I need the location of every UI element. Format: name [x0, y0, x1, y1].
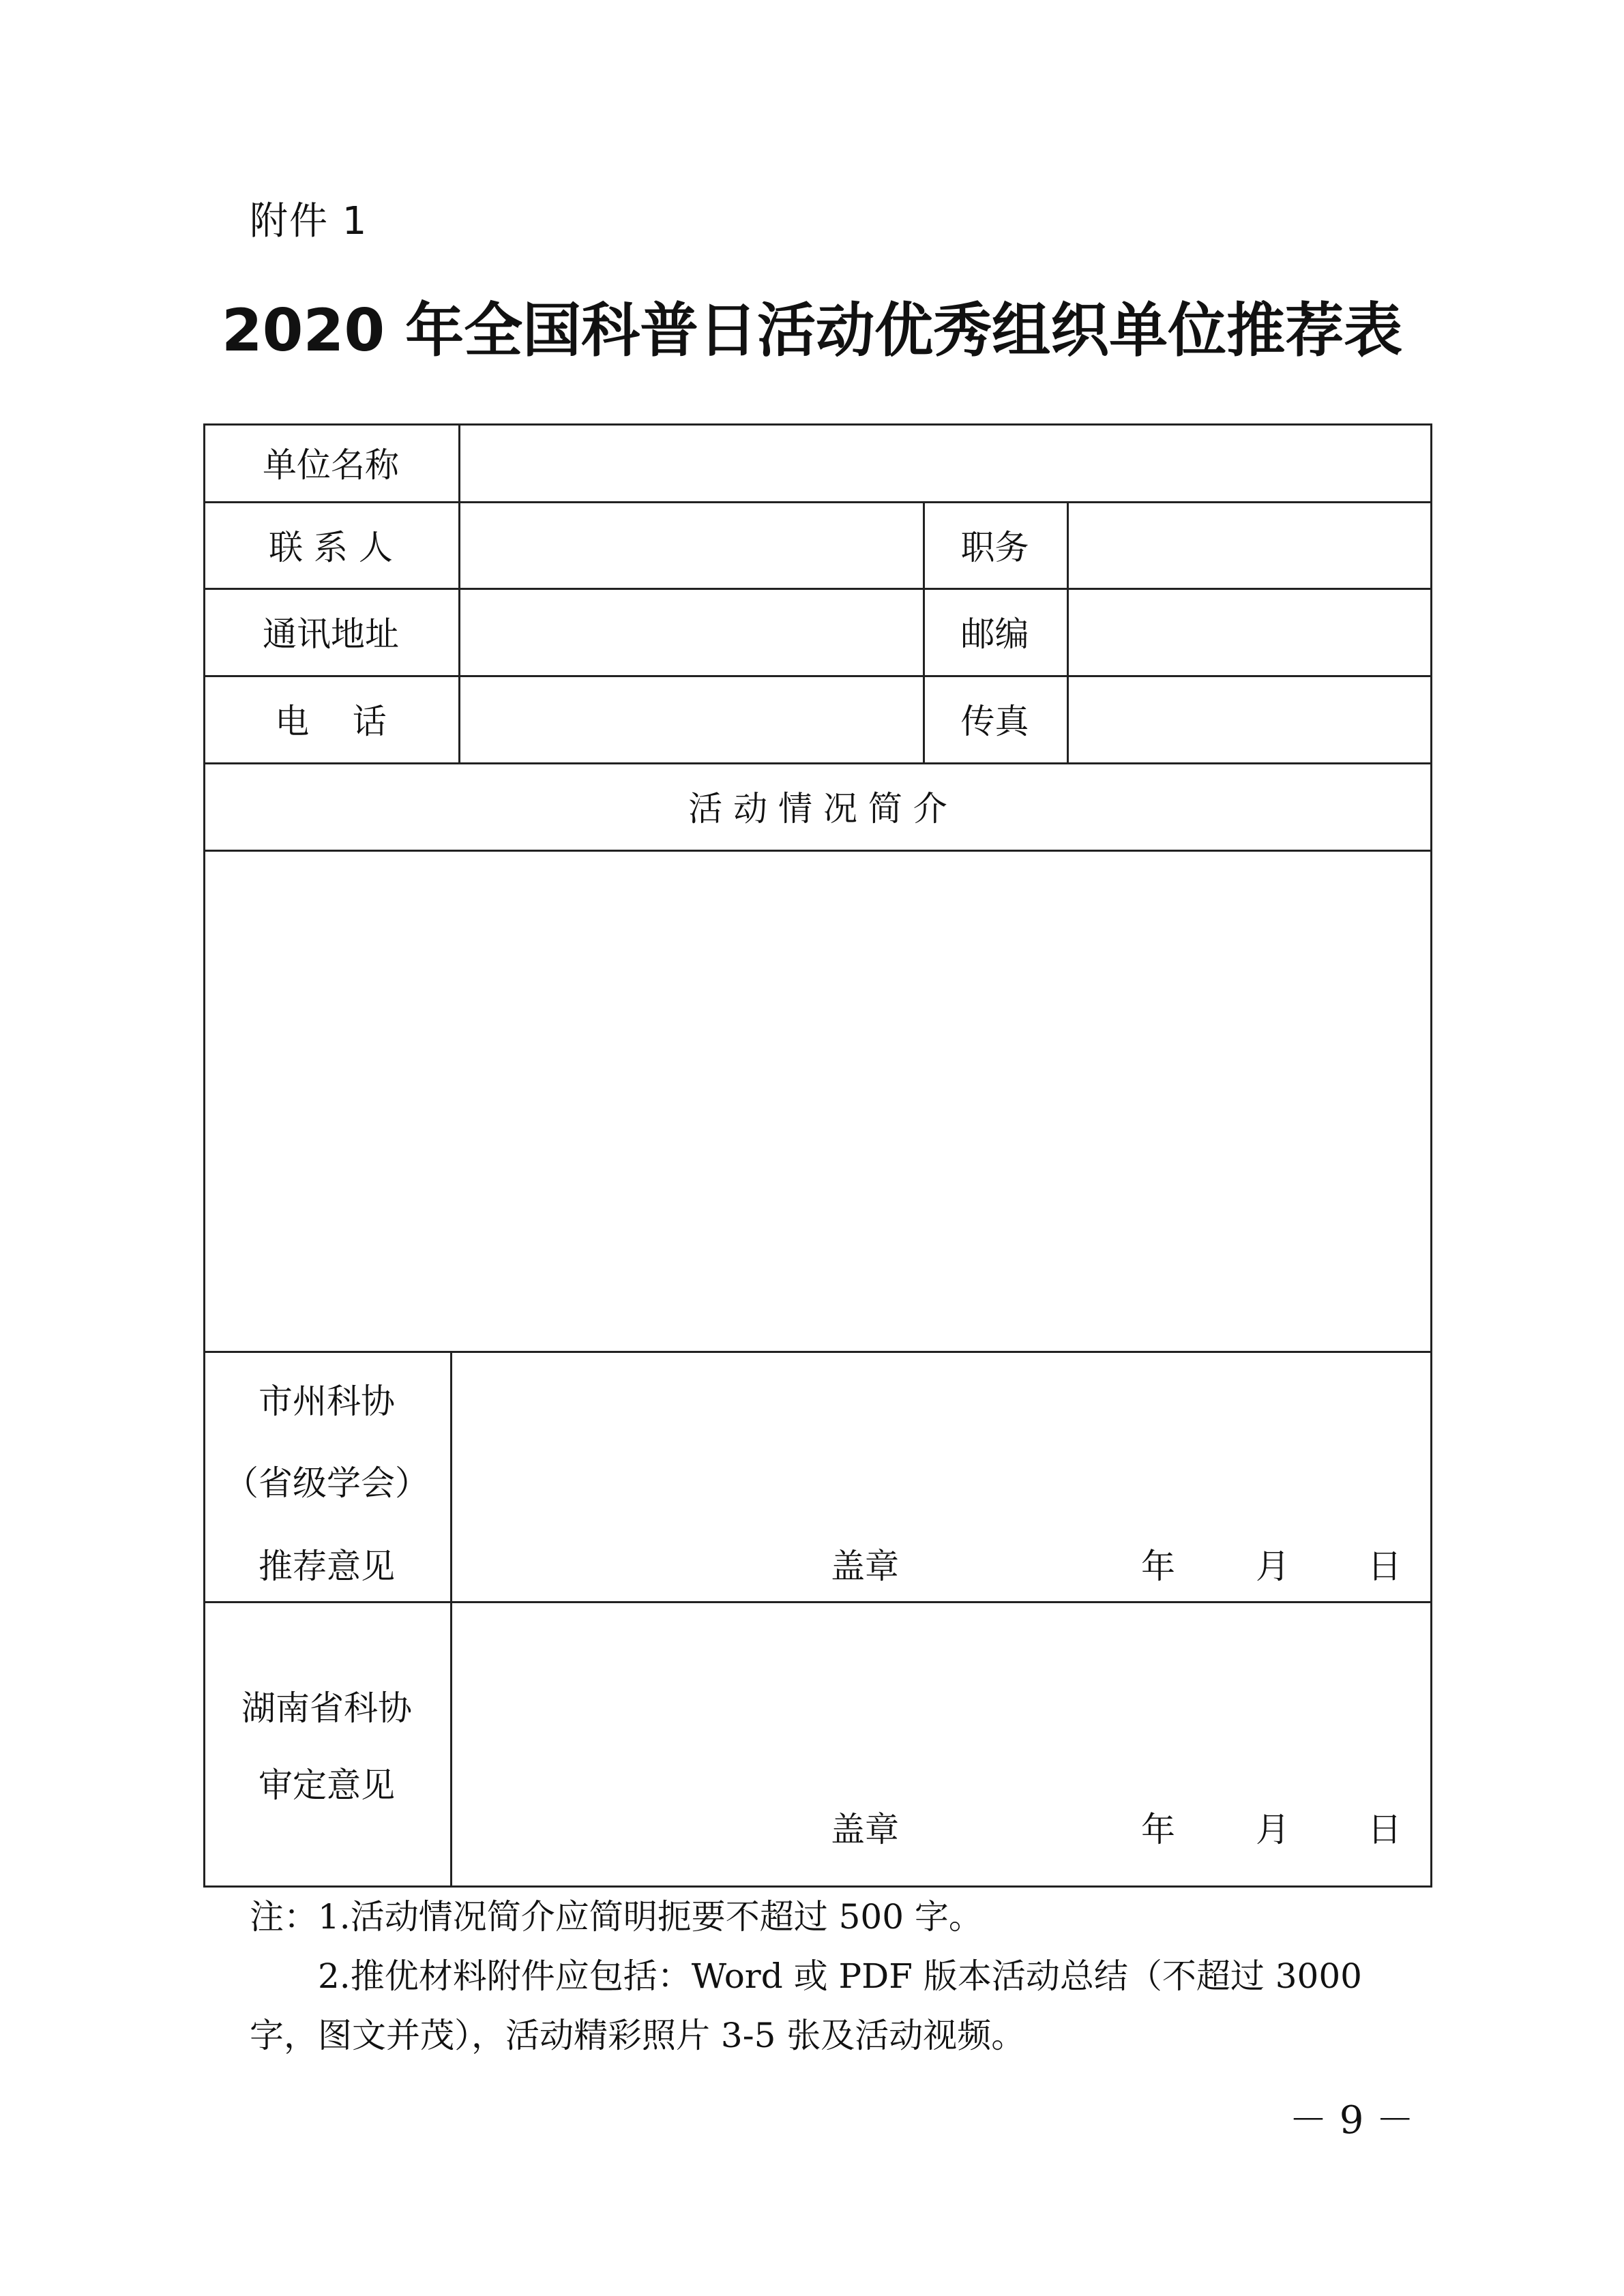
province-review-label-line1: 湖南省科协	[241, 1688, 412, 1728]
contact-person-label: 联 系 人	[269, 527, 393, 567]
note-line-3: 字，图文并茂），活动精彩照片 3-5 张及活动视频。	[250, 2016, 1026, 2055]
page-number: － 9 －	[1289, 2098, 1415, 2143]
province-month-label: 月	[1256, 1810, 1290, 1849]
province-year-label: 年	[1141, 1810, 1175, 1849]
postcode-label: 邮编	[960, 614, 1029, 654]
activity-summary-header: 活 动 情 况 简 介	[688, 789, 947, 829]
note-line-1: 注：1.活动情况简介应简明扼要不超过 500 字。	[250, 1897, 983, 1937]
province-seal-label: 盖章	[831, 1810, 899, 1849]
recommendation-form	[203, 423, 1432, 1888]
contact-person-field[interactable]	[460, 503, 921, 586]
form-border-right	[1430, 423, 1432, 1888]
province-review-label-line2: 审定意见	[259, 1765, 395, 1805]
unit-name-label: 单位名称	[263, 445, 399, 485]
city-review-label-line2: （省级学会）	[224, 1463, 429, 1503]
province-review-field[interactable]	[452, 1603, 1429, 1794]
attachment-label: 附件 1	[250, 199, 368, 243]
city-month-label: 月	[1256, 1547, 1290, 1586]
city-seal-label: 盖章	[831, 1547, 899, 1586]
city-review-field[interactable]	[452, 1353, 1429, 1530]
unit-name-field[interactable]	[460, 426, 1429, 501]
city-review-label-line1: 市州科协	[259, 1382, 395, 1421]
phone-field[interactable]	[460, 677, 921, 761]
phone-label: 电 话	[275, 702, 387, 741]
activity-summary-field[interactable]	[205, 852, 1430, 1350]
city-review-label-line3: 推荐意见	[259, 1547, 395, 1586]
fax-label: 传真	[960, 702, 1029, 741]
fax-field[interactable]	[1069, 677, 1429, 761]
postcode-field[interactable]	[1069, 590, 1429, 674]
position-field[interactable]	[1069, 503, 1429, 586]
address-field[interactable]	[460, 590, 921, 674]
position-label: 职务	[960, 527, 1029, 567]
document-title: 2020 年全国科普日活动优秀组织单位推荐表	[221, 297, 1403, 365]
province-day-label: 日	[1368, 1810, 1402, 1849]
note-line-2: 2.推优材料附件应包括：Word 或 PDF 版本活动总结（不超过 3000	[318, 1956, 1362, 1996]
address-label: 通讯地址	[263, 614, 399, 654]
city-day-label: 日	[1368, 1547, 1402, 1586]
city-year-label: 年	[1141, 1547, 1175, 1586]
